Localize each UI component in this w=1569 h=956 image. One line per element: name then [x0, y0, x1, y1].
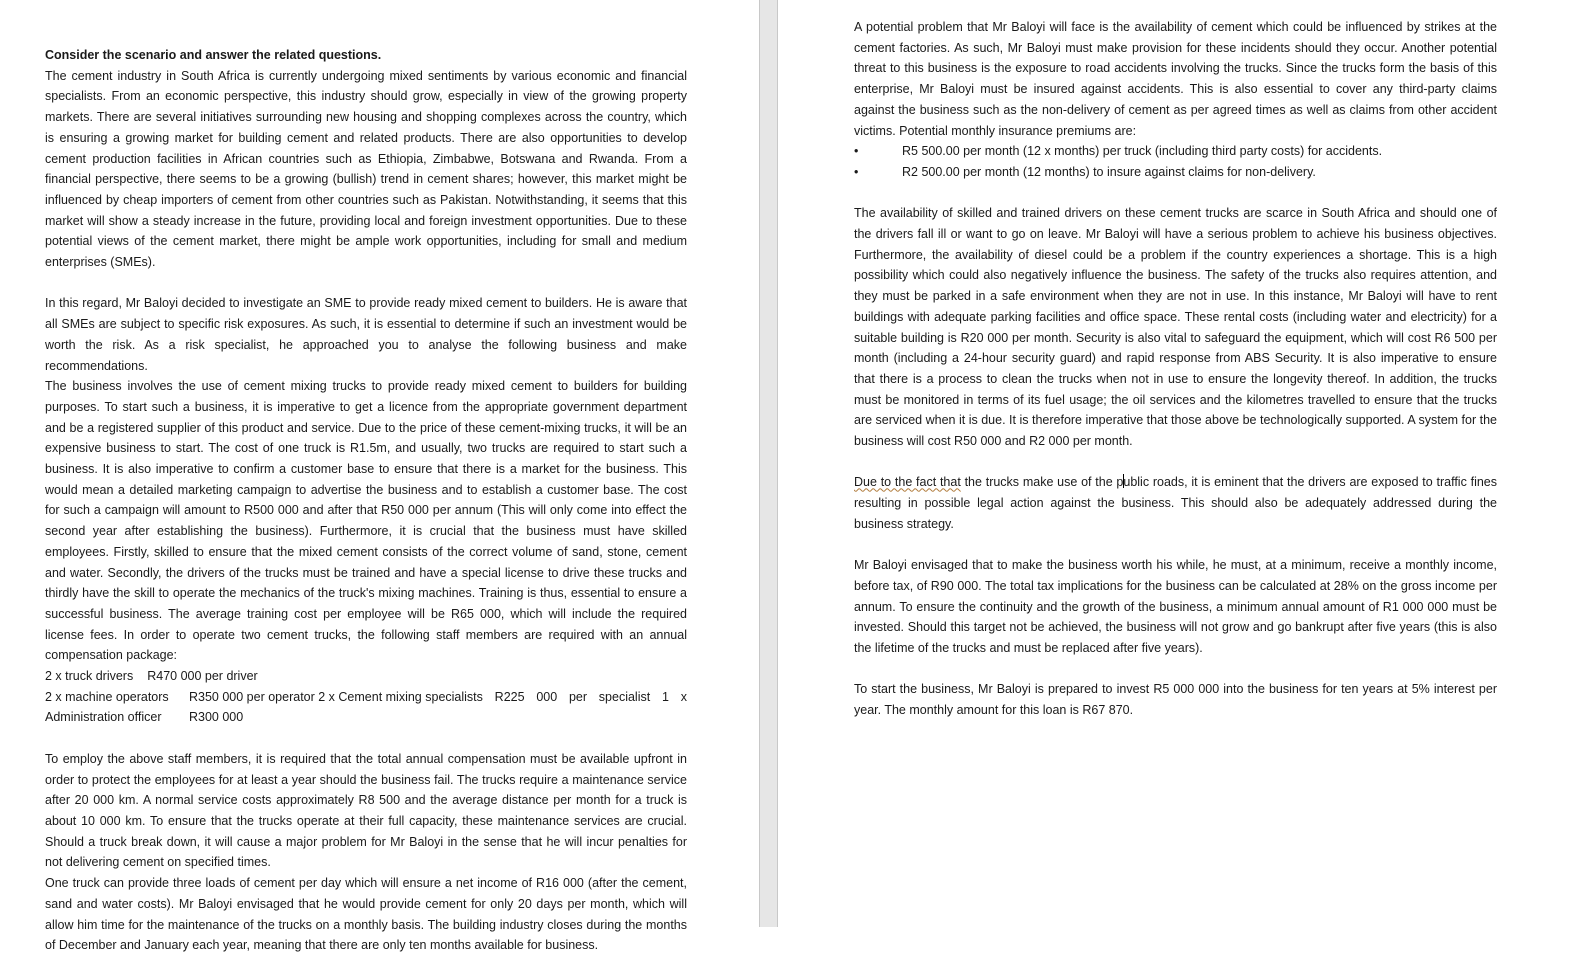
- staff-salary: R300 000: [189, 710, 244, 725]
- list-item-text: R2 500.00 per month (12 months) to insure against claims for non-delivery.: [902, 164, 1316, 179]
- staff-salary-part: 000: [536, 689, 558, 704]
- document-page-left[interactable]: [0, 0, 759, 953]
- staff-salary: R470 000 per driver: [147, 669, 258, 684]
- bullet-icon: •: [854, 164, 859, 179]
- paragraph-business-description: The business involves the use of cement mixing trucks to provide ready mixed cement to builders for building purposes. To start such a business, it is imperative to get a licence from the appropriate government department and be a registered supplier of this product and service. Due to the price of these cement-mixing trucks, it will be an expensive business to start. The cost of one truck is R1.5m, and usually, two trucks are required to start such a business. It is also imperative to confirm a customer base to ensure that there is a market for the business. This would mean a detailed marketing campaign to advertise the business and to establish a customer base. The cost for such a campaign will amount to R500 000 and after that R50 000 per annum (This will only come into effect the second year after establishing the business). Furthermore, it is crucial that the business must have skilled employees. Firstly, skilled to ensure that the mixed cement consists of the correct volume of sand, stone, cement and water. Secondly, the drivers of the trucks must be trained and have a special license to drive these trucks and thirdly have the skill to operate the mechanics of the truck's mixing machines. Training is thus, essential to ensure a successful business. The average training cost per employee will be R65 000, which will include the required license fees. In order to operate two cement trucks, the following staff members are required with an annual compensation package:: [45, 379, 687, 663]
- grammar-suggestion-underline[interactable]: Due to the fact that: [854, 475, 961, 490]
- document-page-right[interactable]: [778, 0, 1569, 927]
- paragraph-text-part: the trucks make use of the p: [960, 475, 1124, 490]
- scenario-heading: Consider the scenario and answer the related questions.: [45, 48, 382, 62]
- staff-salary-part: R225: [494, 689, 525, 704]
- paragraph-truck-income: One truck can provide three loads of cement per day which will ensure a net income of R16 000 (after the cement, sand and water costs). Mr Baloyi envisaged that he would provide cement for only 20 days per month, which will allow him time for the maintenance of the trucks on a monthly basis. The building industry closes during the months of December and January each year, meaning that there are only ten months available for business.: [45, 876, 687, 953]
- paragraph-loan-investment: To start the business, Mr Baloyi is prepared to invest R5 000 000 into the business for ten years at 5% interest per year. The monthly amount for this loan is R67 870.: [854, 682, 1497, 718]
- paragraph-mr-baloyi-sme: In this regard, Mr Baloyi decided to investigate an SME to provide ready mixed cement to builders. He is aware that all SMEs are subject to specific risk exposures. As such, it is essential to determine if such an investment would be worth the risk. As a risk specialist, he approached you to analyse the following business and make recommendations.: [45, 296, 687, 373]
- staff-salary-part: R350 000 per operator 2 x Cement mixing specialists: [189, 689, 483, 704]
- staff-line-administration: [45, 707, 687, 728]
- page-right-text-body[interactable]: [854, 17, 1497, 721]
- page-left-text-body[interactable]: [45, 45, 687, 956]
- paragraph-monthly-income-tax: Mr Baloyi envisaged that to make the business worth his while, he must, at a minimum, receive a monthly income, before tax, of R90 000. The total tax implications for the business can be calculated at 28% on the gross income per annum. To ensure the continuity and the growth of the business, a minimum annual amount of R1 000 000 must be invested. Should this target not be achieved, the business will not grow and go bankrupt after five years (this is also the lifetime of the trucks and must be replaced after five years).: [854, 558, 1497, 656]
- insurance-premium-list: [854, 141, 1497, 182]
- bullet-icon: •: [854, 144, 859, 159]
- staff-line-machine-operators: [45, 687, 687, 708]
- staff-line-truck-drivers: [45, 666, 687, 687]
- staff-salary-part: per: [568, 689, 588, 704]
- page-gutter: [759, 0, 778, 927]
- staff-salary-part: specialist: [598, 689, 651, 704]
- paragraph-cement-availability: A potential problem that Mr Baloyi will face is the availability of cement which could be influenced by strikes at the cement factories. As such, Mr Baloyi must make provision for these incidents should they occur. Another potential threat to this business is the exposure to road accidents involving the trucks. Since the trucks form the basis of this enterprise, Mr Baloyi must be insured against accidents. This is also essential to cover any third-party claims against the business such as the non-delivery of cement as per agreed times as well as claims from other accident victims. Potential monthly insurance premiums are:: [854, 20, 1497, 138]
- staff-salary-wrapped: [189, 687, 687, 708]
- paragraph-drivers-diesel-security: The availability of skilled and trained drivers on these cement trucks are scarce in South Africa and should one of the drivers fall ill or want to go on leave. Mr Baloyi will have a serious problem to achieve his business objectives. Furthermore, the availability of diesel could be a problem if the country experiences a shortage. This is a high possibility which could also negatively influence the business. The safety of the trucks also requires attention, and they must be parked in a safe environment when they are not in use. In this instance, Mr Baloyi will have to rent buildings with adequate parking facilities and office space. These rental costs (including water and electricity) for a suitable building is R20 000 per month. Security is also vital to safeguard the equipment, which will cost R6 500 per month (including a 24-hour security guard) and rapid response from ABS Security. It is also imperative to ensure that there is a process to clean the trucks when not in use to ensure the longevity thereof. In addition, the trucks must be monitored in terms of its fuel usage; the oil services and the kilometres travelled to ensure that the trucks are serviced when it is due. It is therefore imperative that those above be technologically supported. A system for the business will cost R50 000 and R2 000 per month.: [854, 206, 1497, 449]
- staff-role: 2 x machine operators: [45, 689, 169, 704]
- staff-role: 2 x truck drivers: [45, 669, 134, 684]
- staff-salary-part: 1: [661, 689, 669, 704]
- list-item: [854, 141, 1497, 162]
- staff-salary-part: x: [680, 689, 687, 704]
- staff-role: Administration officer: [45, 710, 162, 725]
- paragraph-staff-maintenance: To employ the above staff members, it is required that the total annual compensation must be available upfront in order to protect the employees for at least a year should the business fail. The trucks require a maintenance service after 20 000 km. A normal service costs approximately R8 500 and the average distance per month for a truck is about 10 000 km. To ensure that the trucks operate at their full capacity, these maintenance services are crucial. Should a truck break down, it will cause a major problem for Mr Baloyi in the sense that he will incur penalties for not delivering cement on specified times.: [45, 751, 687, 870]
- paragraph-public-roads: [854, 472, 1497, 534]
- paragraph-cement-industry: The cement industry in South Africa is currently undergoing mixed sentiments by various economic and financial specialists. From an economic perspective, this industry should grow, especially in view of the growing property markets. There are several initiatives surrounding new housing and shopping complexes across the country, which is ensuring a growing market for building cement and related products. There are also opportunities to develop cement production facilities in African countries such as Ethiopia, Zimbabwe, Botswana and Rwanda. From a financial perspective, there seems to be a growing (bullish) trend in cement shares; however, this market might be influenced by cheap importers of cement from other countries such as Pakistan. Notwithstanding, it seems that this market will show a steady increase in the future, providing local and foreign investment opportunities. Due to these potential views of the cement market, there might be ample work opportunities, including for small and medium enterprises (SMEs).: [45, 68, 687, 270]
- list-item-text: R5 500.00 per month (12 x months) per truck (including third party costs) for accidents.: [902, 144, 1383, 159]
- list-item: [854, 162, 1497, 183]
- paragraph-text-part: ublic roads, it is eminent that the drivers are exposed to traffic fines resulting in possible legal action against the business. This should also be adequately addressed during the business strategy.: [854, 475, 1498, 531]
